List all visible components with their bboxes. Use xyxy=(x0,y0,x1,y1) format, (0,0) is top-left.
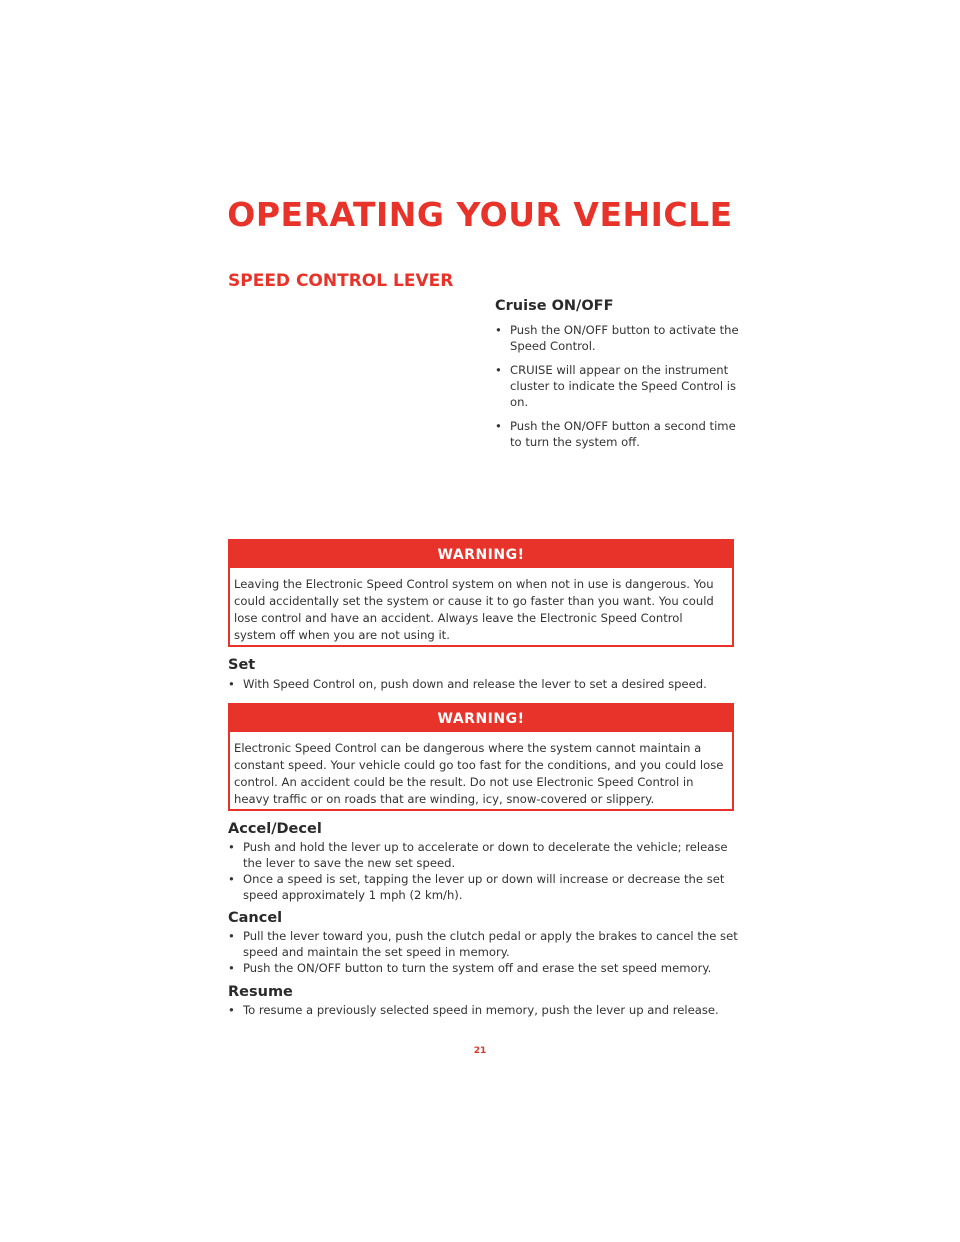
page-number: 21 xyxy=(473,1046,487,1056)
cancel-list xyxy=(228,928,738,976)
resume-heading: Resume xyxy=(228,984,293,1000)
accel-heading: Accel/Decel xyxy=(228,821,322,837)
cancel-heading: Cancel xyxy=(228,910,283,926)
bullet-icon: • xyxy=(228,929,235,943)
list-item: • Push and hold the lever up to accelerate or down to decelerate the vehicle; release the lever to save the new set speed. xyxy=(228,840,728,870)
bullet-icon: • xyxy=(228,872,235,886)
list-item: • Push the ON/OFF button to activate the Speed Control. xyxy=(495,323,739,353)
warning-title: WARNING! xyxy=(230,705,732,732)
warning-title: WARNING! xyxy=(230,541,732,568)
set-heading: Set xyxy=(228,657,256,673)
list-item: • Push the ON/OFF button to turn the system off and erase the set speed memory. xyxy=(228,961,712,975)
list-item: • Once a speed is set, tapping the lever up or down will increase or decrease the set speed approximately 1 mph (2 km/h). xyxy=(228,872,725,902)
list-item: • Push the ON/OFF button a second time to turn the system off. xyxy=(495,419,736,449)
section-title: SPEED CONTROL LEVER xyxy=(228,271,454,291)
list-item: • With Speed Control on, push down and release the lever to set a desired speed. xyxy=(228,677,707,691)
accel-list xyxy=(228,839,738,903)
list-item: • CRUISE will appear on the instrument cluster to indicate the Speed Control is on. xyxy=(495,363,737,409)
warning-box-2 xyxy=(228,703,734,811)
warning-box-1 xyxy=(228,539,734,647)
chapter-title: OPERATING YOUR VEHICLE xyxy=(227,195,733,234)
list-item: • To resume a previously selected speed in memory, push the lever up and release. xyxy=(228,1003,719,1017)
set-list xyxy=(228,676,738,692)
bullet-icon: • xyxy=(228,677,235,691)
resume-list xyxy=(228,1002,738,1018)
cruise-list xyxy=(495,322,745,458)
warning-text: Leaving the Electronic Speed Control system on when not in use is dangerous. You could accidentally set the system or cause it to go faster than you want. You could lose control and have an accident. Always leave the Electronic Speed Control system off when you are not using it. xyxy=(234,577,714,642)
cruise-heading: Cruise ON/OFF xyxy=(495,298,614,314)
bullet-icon: • xyxy=(228,961,235,975)
bullet-icon: • xyxy=(228,840,235,854)
warning-text: Electronic Speed Control can be dangerous where the system cannot maintain a constant speed. Your vehicle could go too fast for the conditions, and you could lose control. An accident could be the result. Do not use Electronic Speed Control in heavy traffic or on roads that are winding, icy, snow-covered or slippery. xyxy=(234,741,724,806)
bullet-icon: • xyxy=(495,363,502,377)
bullet-icon: • xyxy=(495,323,502,337)
list-item: • Pull the lever toward you, push the clutch pedal or apply the brakes to cancel the set speed and maintain the set speed in memory. xyxy=(228,929,738,959)
bullet-icon: • xyxy=(495,419,502,433)
bullet-icon: • xyxy=(228,1003,235,1017)
